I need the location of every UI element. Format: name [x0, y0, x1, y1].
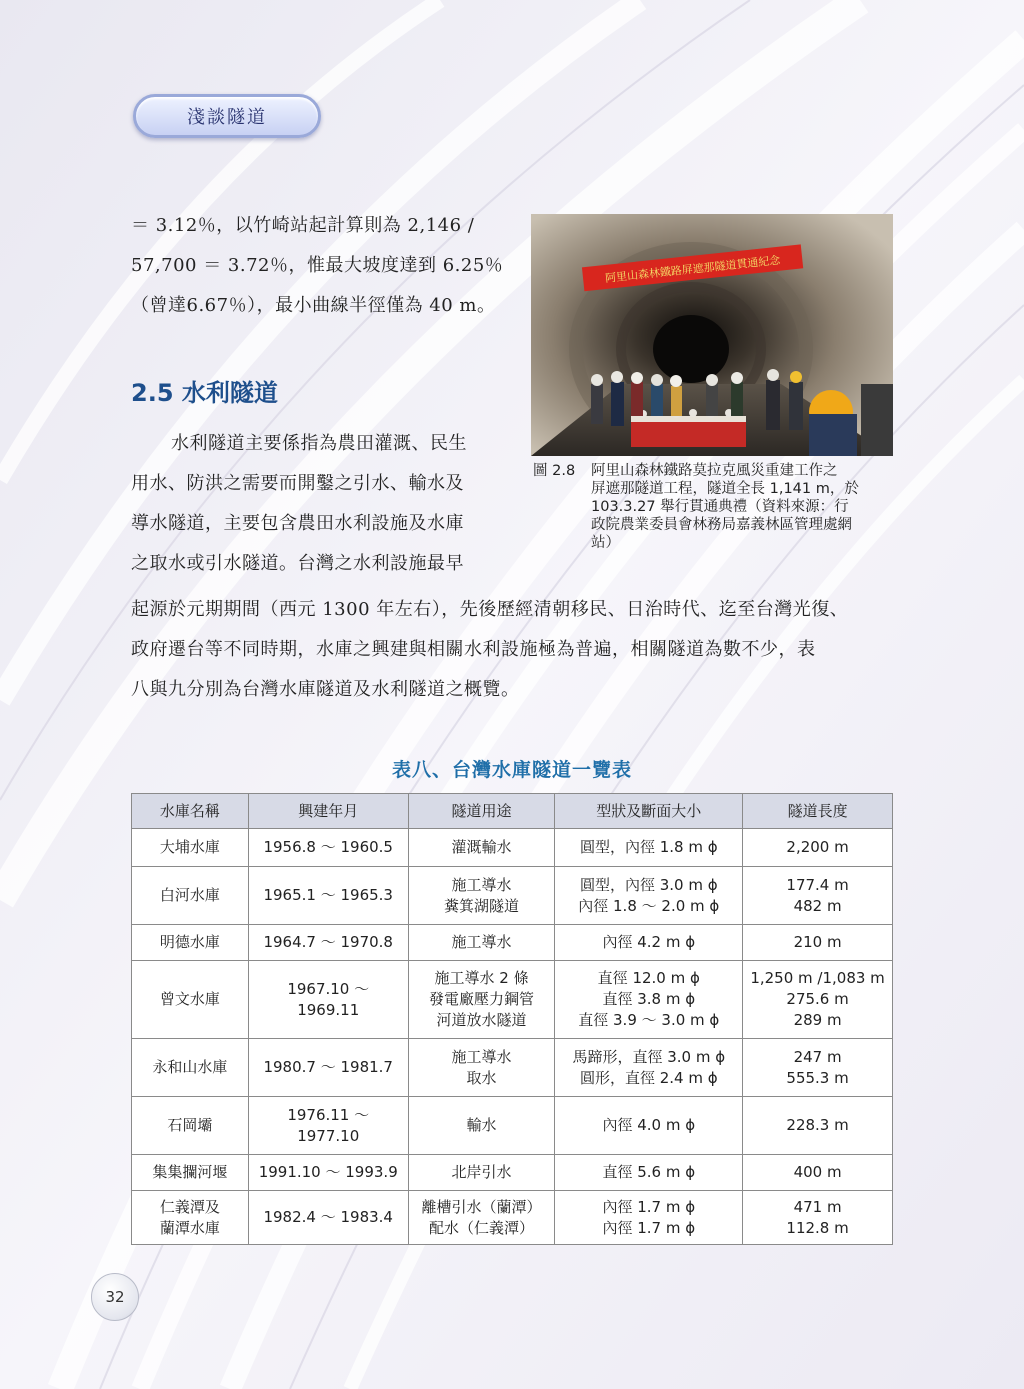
cell-line: 289 m	[793, 1011, 842, 1029]
cell-use	[408, 1039, 555, 1097]
cell-use	[408, 925, 555, 961]
chapter-header-badge	[133, 94, 321, 138]
cell-line: 直徑 3.9 ～ 3.0 m ϕ	[578, 1011, 720, 1029]
figure-caption	[533, 462, 895, 552]
cell-line: 配水（仁義潭）	[429, 1218, 535, 1237]
cell-length	[743, 961, 893, 1039]
cell-line: 圓型，內徑 3.0 m ϕ	[579, 875, 718, 894]
body-paragraph-full	[131, 590, 901, 710]
cell-shape	[555, 867, 743, 925]
cell-reservoir	[132, 867, 249, 925]
cell-line: 河道放水隧道	[436, 1011, 527, 1029]
cell-line: 仁義潭及	[159, 1197, 220, 1216]
page-number: 32	[105, 1288, 125, 1306]
cell-line: 1977.10	[297, 1126, 360, 1145]
caption-line: 政院農業委員會林務局嘉義林區管理處網	[591, 517, 852, 533]
cell-shape	[555, 925, 743, 961]
cell-line: 施工導水	[451, 1047, 512, 1066]
cell-shape	[555, 1097, 743, 1155]
cell-line: 施工導水	[451, 933, 512, 951]
caption-line: 103.3.27 舉行貫通典禮（資料來源：行	[591, 499, 849, 515]
cell-line: 圓型，內徑 1.8 m ϕ	[579, 838, 718, 856]
cell-line: 內徑 1.7 m ϕ	[602, 1218, 696, 1237]
cell-line: 471 m	[793, 1197, 842, 1216]
cell-line: 275.6 m	[786, 990, 849, 1008]
cell-line: 內徑 4.2 m ϕ	[602, 933, 696, 951]
cell-line: 灌溉輸水	[451, 838, 512, 856]
cell-line: 直徑 3.8 m ϕ	[602, 990, 696, 1008]
cell-length	[743, 925, 893, 961]
table-row	[132, 829, 893, 867]
cell-reservoir	[132, 1155, 249, 1191]
table-title: 表八、台灣水庫隧道一覽表	[391, 759, 632, 781]
body-paragraph-mid	[131, 424, 511, 584]
cell-line: 1965.1 ～ 1965.3	[263, 886, 393, 904]
cell-line: 228.3 m	[786, 1116, 849, 1134]
cell-line: 1991.10 ～ 1993.9	[258, 1163, 398, 1181]
cell-shape	[555, 961, 743, 1039]
cell-line: 2,200 m	[786, 838, 849, 856]
cell-use	[408, 1097, 555, 1155]
cell-period	[248, 1097, 408, 1155]
cell-line: 內徑 1.8 ～ 2.0 m ϕ	[578, 896, 720, 915]
cell-use	[408, 1155, 555, 1191]
cell-line: 210 m	[793, 933, 842, 951]
cell-reservoir	[132, 829, 249, 867]
text-line: 水利隧道主要係指為農田灌溉、民生	[171, 433, 467, 454]
cell-use	[408, 867, 555, 925]
cell-line: 施工導水 2 條	[434, 969, 529, 987]
cell-line: 取水	[466, 1068, 497, 1087]
cell-line: 482 m	[793, 896, 842, 915]
table-row	[132, 925, 893, 961]
cell-period	[248, 1191, 408, 1245]
cell-line: 1976.11 ～	[287, 1105, 370, 1124]
table-row	[132, 1155, 893, 1191]
cell-line: 直徑 12.0 m ϕ	[597, 969, 700, 987]
cell-line: 內徑 4.0 m ϕ	[602, 1116, 696, 1134]
cell-use	[408, 961, 555, 1039]
cell-line: 明德水庫	[159, 933, 220, 951]
cell-line: 400 m	[793, 1163, 842, 1181]
cell-period	[248, 925, 408, 961]
column-header: 隧道用途	[408, 794, 555, 829]
cell-line: 112.8 m	[786, 1218, 849, 1237]
cell-reservoir	[132, 961, 249, 1039]
column-header: 型狀及斷面大小	[555, 794, 743, 829]
cell-reservoir	[132, 1097, 249, 1155]
table-row	[132, 961, 893, 1039]
cell-line: 施工導水	[451, 875, 512, 894]
cell-length	[743, 1155, 893, 1191]
cell-period	[248, 961, 408, 1039]
cell-line: 1982.4 ～ 1983.4	[263, 1208, 393, 1226]
cell-shape	[555, 1039, 743, 1097]
caption-line: 屏遮那隧道工程，隧道全長 1,141 m，於	[591, 481, 859, 497]
cell-length	[743, 867, 893, 925]
text-line: 導水隧道，主要包含農田水利設施及水庫	[131, 513, 464, 534]
cell-line: 1967.10 ～	[287, 979, 370, 998]
text-line: 用水、防洪之需要而開鑿之引水、輸水及	[131, 473, 464, 494]
cell-use	[408, 829, 555, 867]
text-line: （曾達6.67％），最小曲線半徑僅為 40 m。	[131, 295, 496, 316]
tunnel-ceremony-photo	[531, 214, 893, 456]
cell-reservoir	[132, 1191, 249, 1245]
cell-line: 1964.7 ～ 1970.8	[263, 933, 393, 951]
text-line: 之取水或引水隧道。台灣之水利設施最早	[131, 553, 464, 574]
text-line: 57,700 ＝ 3.72％，惟最大坡度達到 6.25％	[131, 255, 504, 276]
cell-line: 177.4 m	[786, 875, 849, 894]
cell-length	[743, 1097, 893, 1155]
cell-shape	[555, 829, 743, 867]
cell-length	[743, 1191, 893, 1245]
cell-reservoir	[132, 925, 249, 961]
cell-reservoir	[132, 1039, 249, 1097]
cell-use	[408, 1191, 555, 1245]
chapter-header-label: 淺談隧道	[187, 107, 267, 128]
cell-line: 石岡壩	[167, 1116, 213, 1134]
section-title: 2.5 水利隧道	[131, 379, 278, 407]
cell-line: 1969.11	[297, 1000, 360, 1019]
table-row	[132, 1191, 893, 1245]
page-number-badge	[91, 1273, 139, 1321]
cell-line: 1956.8 ～ 1960.5	[263, 838, 393, 856]
table-header-row	[132, 794, 893, 829]
cell-period	[248, 1155, 408, 1191]
cell-line: 輸水	[466, 1116, 497, 1134]
cell-line: 集集攔河堰	[152, 1163, 228, 1181]
cell-shape	[555, 1191, 743, 1245]
caption-line: 站）	[591, 535, 620, 551]
cell-line: 247 m	[793, 1047, 842, 1066]
cell-line: 離槽引水（蘭潭）	[421, 1197, 542, 1216]
cell-period	[248, 867, 408, 925]
cell-line: 馬蹄形，直徑 3.0 m ϕ	[572, 1047, 726, 1066]
cell-line: 蘭潭水庫	[159, 1218, 220, 1237]
cell-line: 北岸引水	[451, 1163, 512, 1181]
text-line: 八與九分別為台灣水庫隧道及水利隧道之概覽。	[131, 679, 520, 700]
table-row	[132, 1039, 893, 1097]
cell-period	[248, 829, 408, 867]
table-row	[132, 867, 893, 925]
column-header: 水庫名稱	[132, 794, 249, 829]
cell-line: 發電廠壓力鋼管	[429, 990, 535, 1008]
table-row	[132, 1097, 893, 1155]
text-line: 起源於元期期間（西元 1300 年左右），先後歷經清朝移民、日治時代、迄至台灣光復、	[131, 599, 849, 620]
cell-line: 555.3 m	[786, 1068, 849, 1087]
column-header: 隧道長度	[743, 794, 893, 829]
column-header: 興建年月	[248, 794, 408, 829]
cell-line: 糞箕湖隧道	[444, 896, 520, 915]
cell-line: 1980.7 ～ 1981.7	[263, 1058, 393, 1076]
body-paragraph-top	[131, 206, 511, 326]
text-line: ＝ 3.12％，以竹崎站起計算則為 2,146 /	[131, 215, 475, 236]
photo-banner-text: 阿里山森林鐵路屏遮那隧道貫通紀念	[604, 253, 781, 285]
cell-line: 圓形，直徑 2.4 m ϕ	[579, 1068, 718, 1087]
cell-line: 曾文水庫	[159, 990, 220, 1008]
cell-line: 白河水庫	[159, 886, 220, 904]
figure-label: 圖 2.8	[533, 463, 576, 479]
cell-period	[248, 1039, 408, 1097]
cell-length	[743, 1039, 893, 1097]
cell-line: 大埔水庫	[159, 838, 220, 856]
cell-shape	[555, 1155, 743, 1191]
figure-caption-text	[591, 462, 895, 552]
cell-length	[743, 829, 893, 867]
cell-line: 永和山水庫	[152, 1058, 228, 1076]
cell-line: 1,250 m /1,083 m	[750, 969, 885, 987]
cell-line: 直徑 5.6 m ϕ	[602, 1163, 696, 1181]
caption-line: 阿里山森林鐵路莫拉克風災重建工作之	[591, 463, 838, 479]
reservoir-tunnel-table	[131, 793, 893, 1245]
text-line: 政府遷台等不同時期，水庫之興建與相關水利設施極為普遍，相關隧道為數不少，表	[131, 639, 816, 660]
cell-line: 內徑 1.7 m ϕ	[602, 1197, 696, 1216]
